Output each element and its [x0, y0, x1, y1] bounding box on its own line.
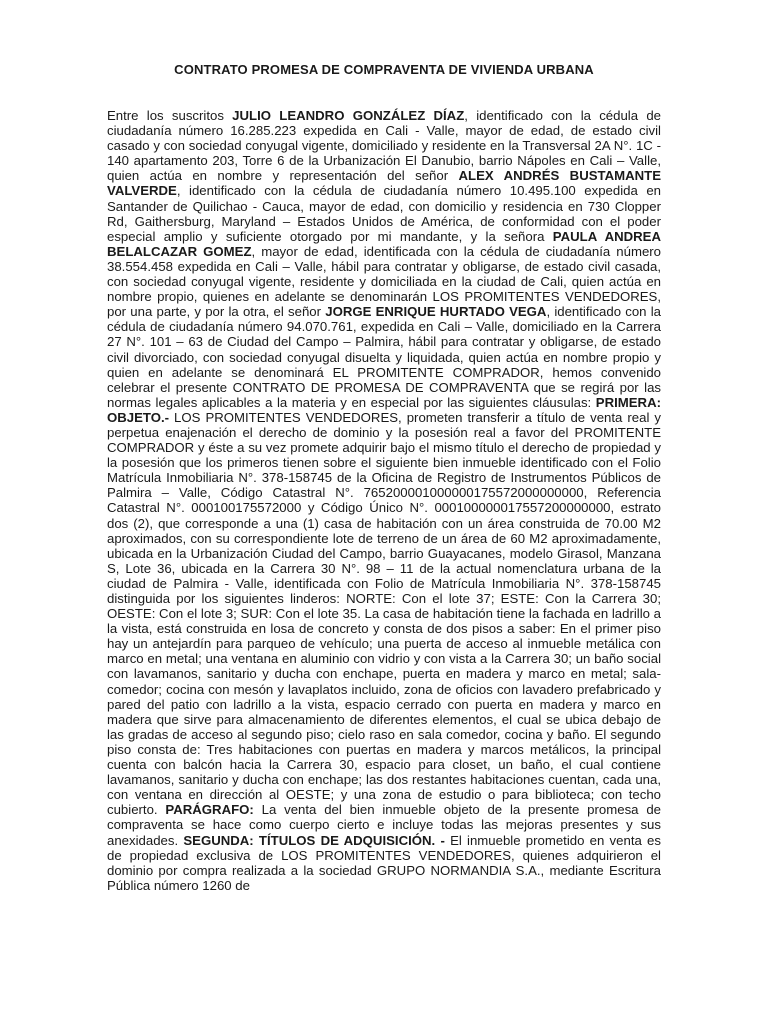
body-text-run: , identificado con la cédula de ciudadanía número 94.070.761, expedida en Cali – Valle, domiciliado en la Carrera 27 N°. 101 – 63 de Ciudad del Campo – Palmira, hábil para contratar y obligarse, de estado civil divorciado, con sociedad conyugal disuelta y liquidada, quien actúa en nombre propio y quien en adelante se denominará EL PROMITENTE COMPRADOR, hemos convenido celebrar el presente CONTRATO DE PROMESA DE COMPRAVENTA que se regirá por las normas legales aplicables a la materia y en especial por las siguientes cláusulas:	[107, 304, 661, 410]
bold-term: SEGUNDA: TÍTULOS DE ADQUISICIÓN. -	[183, 832, 445, 848]
contract-body	[107, 108, 661, 893]
body-text-run: Entre los suscritos	[107, 108, 233, 123]
bold-term: JULIO LEANDRO GONZÁLEZ DÍAZ	[232, 108, 465, 123]
bold-term: PARÁGRAFO:	[165, 802, 254, 818]
body-text-run: LOS PROMITENTES VENDEDORES, prometen transferir a título de venta real y perpetua enajenación el derecho de dominio y la posesión real a favor del PROMITENTE COMPRADOR y éste a su vez promete adquirir bajo el mismo título el derecho de propiedad y la posesión que los primeros tienen sobre el siguiente bien inmueble identificado con el Folio Matrícula Inmobiliaria N°. 378-158745 de la Oficina de Registro de Instrumentos Públicos de Palmira – Valle, Código Catastral N°. 765200001000000175572000000000, Referencia Catastral N°. 000100175572000 y Código Único N°. 000100000017557200000000, estrato dos (2), que corresponde a una (1) casa de habitación con un área construida de 70.00 M2 aproximados, con su correspondiente lote de terreno de un área de 60 M2 aproximadamente, ubicada en la Urbanización Ciudad del Campo, barrio Guayacanes, modelo Girasol, Manzana S, Lote 36, ubicada en la Carrera 30 N°. 98 – 11 de la actual nomenclatura urbana de la ciudad de Palmira - Valle, identificada con Folio de Matrícula Inmobiliaria N°. 378-158745 distinguida por los siguientes linderos: NORTE: Con el lote 37; ESTE: Con la Carrera 30; OESTE: Con el lote 3; SUR: Con el lote 35. La casa de habitación tiene la fachada en ladrillo a la vista, está construida en losa de concreto y consta de dos pisos a saber: En el primer piso hay un antejardín para parqueo de vehículo; una puerta de acceso al inmueble metálica con marco en metal; una ventana en aluminio con vidrio y con vista a la Carrera 30; un baño social con lavamanos, sanitario y ducha con enchape, puerta en madera y marco en metal; sala-comedor; cocina con mesón y lavaplatos incluido, zona de oficios con lavadero prefabricado y pared del patio con ladrillo a la vista, espacio cerrado con puerta en madera y marco en madera que sirve para almacenamiento de diferentes elementos, el cual se ubica debajo de las gradas de acceso al segundo piso; cielo raso en sala comedor, cocina y baño. El segundo piso consta de: Tres habitaciones con puertas en madera y marcos metálicos, la principal cuenta con balcón hacia la Carrera 30, espacio para closet, un baño, el cual contiene lavamanos, sanitario y ducha con enchape; las dos restantes habitaciones cuentan, cada una, con ventana en dirección al OESTE; y una zona de estudio o para biblioteca; con techo cubierto.	[107, 409, 661, 818]
bold-term: PRIMERA: OBJETO.-	[107, 394, 661, 425]
body-text-run: , mayor de edad, identificada con la cédula de ciudadanía número 38.554.458 expedida en Cali – Valle, hábil para contratar y obligarse, de estado civil casada, con sociedad conyugal vigente, residente y domiciliada en la ciudad de Cali, quien actúa en nombre propio, quienes en adelante se denominarán LOS PROMITENTES VENDEDORES, por una parte, y por la otra, el señor	[107, 243, 662, 320]
document-title: CONTRATO PROMESA DE COMPRAVENTA DE VIVIENDA URBANA	[174, 62, 594, 77]
bold-term: ALEX ANDRÉS BUSTAMANTE VALVERDE	[107, 168, 662, 199]
body-text-run: El inmueble prometido en venta es de propiedad exclusiva de LOS PROMITENTES VENDEDORES, quienes adquirieron el dominio por compra realizada a la sociedad GRUPO NORMANDIA S.A., mediante Escritura Pública número 1260 de	[107, 832, 661, 893]
body-text-run: La venta del bien inmueble objeto de la presente promesa de compraventa se hace como cuerpo cierto e incluye todas las mejoras presentes y sus anexidades.	[107, 802, 661, 848]
body-text-run: , identificado con la cédula de ciudadanía número 16.285.223 expedida en Cali - Valle, mayor de edad, de estado civil casado y con sociedad conyugal vigente, domiciliado y residente en la Transversal 2A N°. 1C - 140 apartamento 203, Torre 6 de la Urbanización El Danubio, barrio Nápoles en Cali – Valle, quien actúa en nombre y representación del señor	[107, 108, 661, 184]
bold-term: PAULA ANDREA BELALCAZAR GOMEZ	[107, 228, 661, 259]
document-page	[107, 62, 661, 893]
bold-term: JORGE ENRIQUE HURTADO VEGA	[325, 304, 547, 320]
body-text-run: , identificado con la cédula de ciudadanía número 10.495.100 expedida en Santander de Quilichao - Cauca, mayor de edad, con domicilio y residencia en 730 Clopper Rd, Gaithersburg, Maryland – Estados Unidos de América, de conformidad con el poder especial amplio y suficiente otorgado por mi mandante, y la señora	[107, 183, 661, 244]
